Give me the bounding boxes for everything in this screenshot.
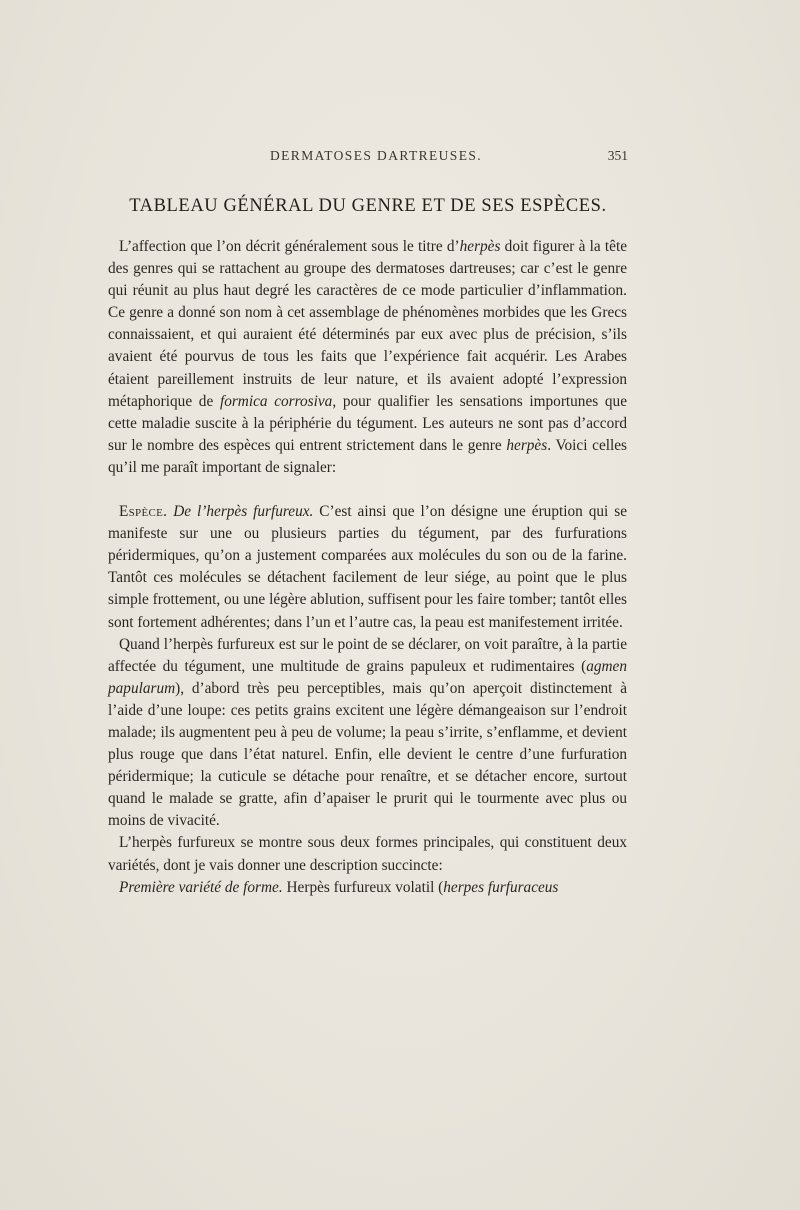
variety-heading: Première variété de forme. bbox=[119, 878, 283, 896]
paragraph-first-variety: Première variété de forme. Herpès furfureux volatil (herpes furfuraceus bbox=[119, 878, 559, 896]
species-name: De l’herpès furfureux. bbox=[173, 503, 314, 521]
paragraph-gap bbox=[108, 479, 627, 501]
running-head: DERMATOSES DARTREUSES. bbox=[270, 148, 483, 163]
paragraph-onset: Quand l’herpès furfureux est sur le point de se déclarer, on voit paraître, à la partie affectée du tégument, une multitude de grains papuleux et rudimentaires (agmen papularum), d’abord très peu perceptibles, mais qu’on aperçoit distinctement à l’aide d’une loupe: ces petits grains excitent une légère démangeaison sur l’endroit malade; ils augmentent peu à peu de volume; la peau s’irrite, s’enflamme, et devient plus rouge que dans l’état naturel. Enfin, elle devient le centre d’une furfuration péridermique; la cuticule se détache pour renaître, et se détacher encore, surtout quand le malade se gratte, afin d’apaiser le prurit qui le tourmente avec plus ou moins de vivacité. bbox=[108, 635, 627, 830]
paragraph-intro: L’affection que l’on décrit généralement sous le titre d’herpès doit figurer à la tête des genres qui se rattachent au groupe des dermatoses dartreuses; car c’est le genre qui réunit au plus haut degré les caractères de ce mode particulier d’inflammation. Ce genre a donné son nom à cet assemblage de phénomènes morbides que les Grecs connaissaient, et qui auraient été déterminés par eux avec plus de précision, s’ils avaient été pourvus de tous les faits que l’expérience fait acquérir. Les Arabes étaient pareillement instruits de leur nature, et ils avaient adopté l’expression métaphorique de formica corrosiva, pour qualifier les sensations importunes que cette maladie suscite à la périphérie du tégument. Les auteurs ne sont pas d’accord sur le nombre des espèces qui entrent strictement dans le genre herpès. Voici celles qu’il me paraît important de signaler: bbox=[108, 238, 627, 476]
species-label: Espèce. bbox=[119, 503, 168, 521]
body-text bbox=[108, 236, 627, 899]
paragraph-species: Espèce. De l’herpès furfureux. C’est ainsi que l’on désigne une éruption qui se manifeste sur une ou plusieurs parties du tégument, par des furfurations péridermiques, qu’on a justement comparées aux molécules du son ou de la farine. Tantôt ces molécules se détachent facilement de leur siége, au point que le plus simple frottement, ou une légère ablution, suffisent pour les faire tomber; tantôt elles sont fortement adhérentes; dans l’un et l’autre cas, la peau est manifestement irritée. bbox=[108, 503, 627, 631]
section-title: TABLEAU GÉNÉRAL DU GENRE ET DE SES ESPÈCES. bbox=[129, 196, 607, 216]
page-number: 351 bbox=[607, 148, 628, 163]
paragraph-forms: L’herpès furfureux se montre sous deux formes principales, qui constituent deux variétés, dont je vais donner une description succincte: bbox=[108, 834, 627, 874]
page-header bbox=[108, 148, 628, 168]
